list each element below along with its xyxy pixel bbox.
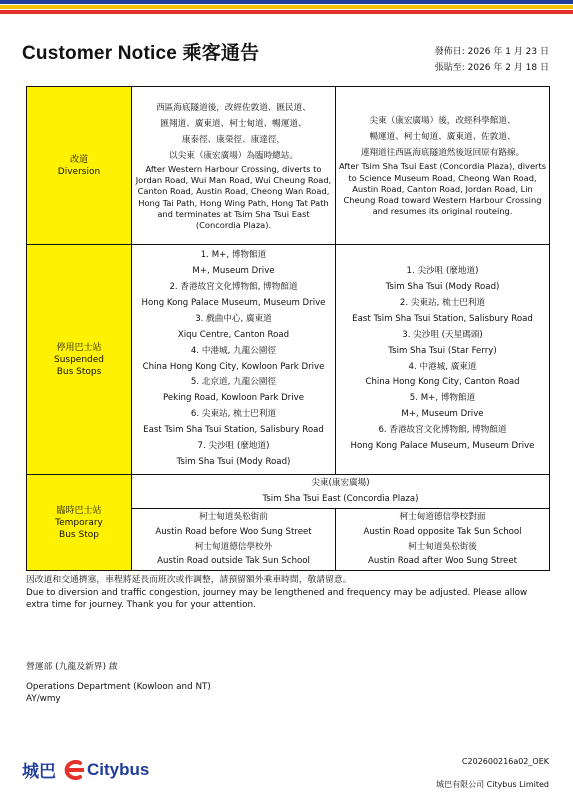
list-item: Xiqu Centre, Canton Road — [177, 329, 290, 340]
list-item: 5. M+, 博物館道 — [409, 393, 476, 404]
notice-dates — [435, 44, 549, 76]
top-color-stripes — [0, 0, 573, 14]
list-item: 2. 尖東站, 梳士巴利道 — [399, 297, 486, 308]
list-item: 4. 中港城, 九龍公園徑 — [190, 345, 277, 356]
remarks — [26, 574, 551, 612]
list-item: 3. 尖沙咀 (天星碼頭) — [402, 329, 483, 340]
issue-date: 發佈日: 2026 年 1 月 23 日 — [434, 47, 549, 57]
list-item: Peking Road, Kowloon Park Drive — [163, 393, 304, 404]
diversion-label: 改道 Diversion — [27, 87, 132, 245]
list-item: Tsim Sha Tsui (Mody Road) — [176, 456, 291, 467]
stripe-yellow — [0, 5, 573, 9]
list-item: Austin Road outside Tak Sun School — [157, 556, 310, 567]
list-item: East Tsim Sha Tsui Station, Salisbury Road — [143, 425, 324, 436]
list-item: 1. 尖沙咀 (麼地道) — [406, 266, 479, 277]
list-item: China Hong Kong City, Canton Road — [365, 377, 520, 388]
reference-initials: AY/wmy — [26, 694, 61, 704]
list-item: M+, Museum Drive — [192, 266, 275, 277]
remark-cn: 因改道和交通擠塞，車程將延長而班次或作調整，請預留額外乘車時間，敬請留意。 — [26, 575, 352, 585]
citybus-logo — [22, 757, 149, 782]
temporary-label: 臨時巴士站 Temporary Bus Stop — [27, 475, 132, 571]
list-item: 柯士甸道德信學校對面 — [399, 511, 486, 522]
list-item: 5. 北京道, 九龍公園徑 — [190, 377, 277, 388]
diversion-inbound: 尖東（康宏廣場）後，改經科學館道、 暢運道、柯士甸道、廣東道、佐敦道、 連翔道往西區海底隧道然後返回原有路線。 After Tsim Sha Tsui East (Concordia Plaza), diverts to Science Museum Road, Cheong Wan Road, Austin Road, Canton Road, Jordan Road, Lin Cheung Road toward Western Harbour Crossing and resumes its original routeing. — [336, 87, 550, 245]
list-item: 柯士甸道吳松街前 — [199, 511, 268, 522]
list-item: 柯士甸道德信學校外 — [194, 541, 273, 552]
list-item: 6. 香港故宮文化博物館, 博物館道 — [378, 425, 507, 436]
suspended-row — [27, 245, 550, 475]
list-item: M+, Museum Drive — [401, 409, 484, 420]
logo-text-en: Citybus — [87, 759, 150, 779]
stripe-blue — [0, 0, 573, 4]
temporary-inbound — [336, 509, 550, 571]
list-item: 7. 尖沙咀 (麼地道) — [197, 441, 270, 452]
department-en: Operations Department (Kowloon and NT) — [26, 681, 211, 692]
list-item: 1. M+, 博物館道 — [200, 250, 267, 261]
list-item: 2. 香港故宮文化博物館, 博物館道 — [169, 281, 298, 292]
temporary-shared-row — [27, 475, 550, 509]
list-item: Tsim Sha Tsui (Star Ferry) — [388, 345, 497, 356]
list-item: Hong Kong Palace Museum, Museum Drive — [350, 441, 535, 452]
citybus-swoosh-icon — [60, 760, 84, 780]
list-item: Hong Kong Palace Museum, Museum Drive — [141, 297, 326, 308]
stripe-red — [0, 10, 573, 14]
list-item: Austin Road opposite Tak Sun School — [363, 526, 522, 537]
logo-text-cn: 城巴 — [22, 762, 56, 781]
diversion-row — [27, 87, 550, 245]
company-name: 城巴有限公司 Citybus Limited — [436, 780, 549, 789]
list-item: 3. 戲曲中心, 廣東道 — [195, 313, 272, 324]
department-signoff — [26, 661, 211, 706]
department-cn: 營運部 (九龍及新界) 啟 — [26, 662, 118, 672]
list-item: 柯士甸道吳松街後 — [408, 541, 477, 552]
remark-en: Due to diversion and traffic congestion, journey may be lengthened and frequency may be adjusted. Please allow extra time for journey. Thank you for your attention. — [26, 587, 528, 610]
notice-title: Customer Notice 乘客通告 — [22, 43, 260, 64]
list-item: Austin Road before Woo Sung Street — [155, 526, 312, 537]
suspended-inbound — [336, 245, 550, 475]
temporary-shared-stop: 尖東(康宏廣場) Tsim Sha Tsui East (Concordia Plaza) — [132, 475, 550, 509]
list-item: Austin Road after Woo Sung Street — [368, 556, 517, 567]
list-item: 6. 尖東站, 梳士巴利道 — [190, 409, 277, 420]
list-item: 4. 中港城, 廣東道 — [408, 361, 477, 372]
list-item: East Tsim Sha Tsui Station, Salisbury Road — [352, 313, 533, 324]
notice-code: C202600216a02_OEK — [461, 757, 549, 766]
temporary-outbound — [132, 509, 336, 571]
suspended-label: 停用巴士站 Suspended Bus Stops — [27, 245, 132, 475]
list-item: China Hong Kong City, Kowloon Park Drive — [142, 361, 325, 372]
list-item: Tsim Sha Tsui (Mody Road) — [385, 281, 500, 292]
diversion-outbound: 西區海底隧道後，改經佐敦道、匯民道、 匯翔道、廣東道、柯士甸道、暢運道、 康泰徑、康榮徑、康達徑， 以尖東（康宏廣場）為臨時總站。 After Western Harbour Crossing, diverts to Jordan Road, Wui Man Road, Wui Cheung Road, Canton Road, Austin Road, Cheong Wan Road, Hong Tai Path, Hong Wing Path, Hong Tat Path and terminates at Tsim Sha Tsui East (Concordia Plaza). — [132, 87, 336, 245]
notice-table — [26, 86, 550, 571]
suspended-outbound — [132, 245, 336, 475]
post-until-date: 張貼至: 2026 年 2 月 18 日 — [434, 63, 549, 73]
